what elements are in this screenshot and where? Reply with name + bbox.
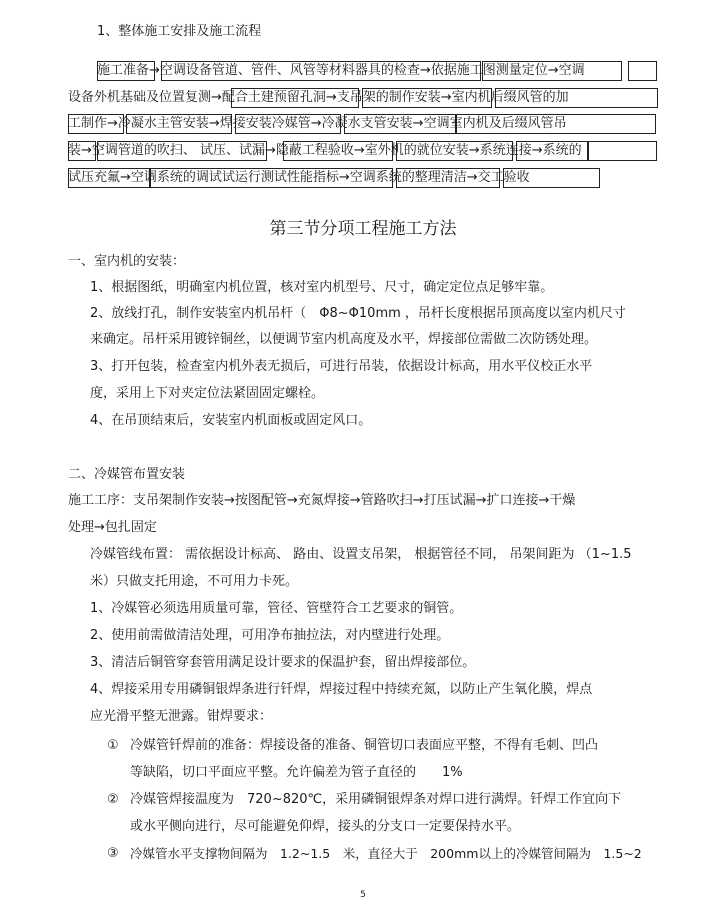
part1-item: 度，采用上下对夹定位法紧固固定螺栓。: [90, 386, 325, 401]
flow-line: 设备外机基础及位置复测→配合土建预留孔洞→支吊架的制作安装→室内机后缀风管的加: [68, 90, 569, 105]
process-line: 处理→包扎固定: [68, 520, 157, 535]
part2-item: 3、清洁后铜管穿套管用满足设计要求的保温护套，留出焊接部位。: [90, 655, 476, 670]
process-line: 施工工序：支吊架制作安装→按图配管→充氮焊接→管路吹扫→打压试漏→扩口连接→干燥: [68, 493, 576, 508]
part2-item: 4、焊接采用专用磷铜银焊条进行钎焊，焊接过程中持续充氮，以防止产生氧化膜，焊点: [90, 682, 593, 697]
section-title: 1、整体施工安排及施工流程: [97, 24, 262, 39]
flow-box: [588, 141, 657, 161]
part1-item: 2、放线打孔，制作安装室内机吊杆（ Φ8~Φ10mm ，吊杆长度根据吊顶高度以室内机尺寸: [90, 306, 626, 321]
sub-marker: ②: [107, 792, 119, 807]
flow-line: 工制作→冷凝水主管安装→焊接安装冷媒管→冷凝水支管安装→空调室内机及后缀风管吊: [68, 116, 567, 131]
part2-item: 2、使用前需做清洁处理，可用净布抽拉法，对内壁进行处理。: [90, 628, 450, 643]
part1-item: 1、根据图纸，明确室内机位置，核对室内机型号、尺寸，确定定位点足够牢靠。: [90, 280, 554, 295]
sub-marker: ①: [107, 738, 119, 753]
sub-marker: ③: [107, 846, 119, 861]
flow-line: 试压充氟→空调系统的调试试运行测试性能指标→空调系统的整理清洁→交工验收: [68, 170, 530, 185]
part1-item: 4、在吊顶结束后，安装室内机面板或固定风口。: [90, 413, 372, 428]
chapter-title: 第三节分项工程施工方法: [269, 219, 457, 239]
flow-box: [628, 61, 657, 81]
part2-title: 二、冷媒管布置安装: [68, 467, 186, 482]
sub-item-line: 冷媒管水平支撑物间隔为 1.2~1.5 米，直径大于 200mm以上的冷媒管间隔为 1.5~2: [130, 846, 642, 861]
sub-item-line: 冷媒管钎焊前的准备：焊接设备的准备、铜管切口表面应平整，不得有毛刺、凹凸: [130, 738, 599, 753]
part2-item: 应光滑平整无泄露。钳焊要求：: [90, 709, 273, 724]
part1-item: 3、打开包装，检查室内机外表无损后，可进行吊装，依据设计标高，用水平仪校正水平: [90, 359, 593, 374]
flow-line: 施工准备→空调设备管道、管件、风管等材料器具的检查→依据施工图测量定位→空调: [97, 63, 585, 78]
layout-line: 冷媒管线布置： 需依据设计标高、 路由、设置支吊架， 根据管径不同， 吊架间距为 （1~1.5: [90, 547, 632, 562]
page-number: 5: [360, 890, 366, 900]
part2-item: 1、冷媒管必须选用质量可靠，管径、管壁符合工艺要求的铜管。: [90, 601, 463, 616]
sub-item-line: 冷媒管焊接温度为 720~820℃，采用磷铜银焊条对焊口进行满焊。钎焊工作宜向下: [130, 792, 622, 807]
part1-item: 来确定。吊杆采用镀锌铜丝，以便调节室内机高度及水平，焊接部位需做二次防锈处理。: [90, 332, 598, 347]
part1-title: 一、室内机的安装：: [68, 254, 186, 269]
layout-line: 米）只做支托用途，不可用力卡死。: [90, 574, 299, 589]
sub-item-line: 或水平侧向进行，尽可能避免仰焊，接头的分支口一定要保持水平。: [130, 819, 521, 834]
sub-item-line: 等缺陷，切口平面应平整。允许偏差为管子直径的 1%: [130, 765, 463, 780]
flow-line: 装→空调管道的吹扫、 试压、试漏→隐蔽工程验收→室外机的就位安装→系统连接→系统的: [68, 143, 582, 158]
